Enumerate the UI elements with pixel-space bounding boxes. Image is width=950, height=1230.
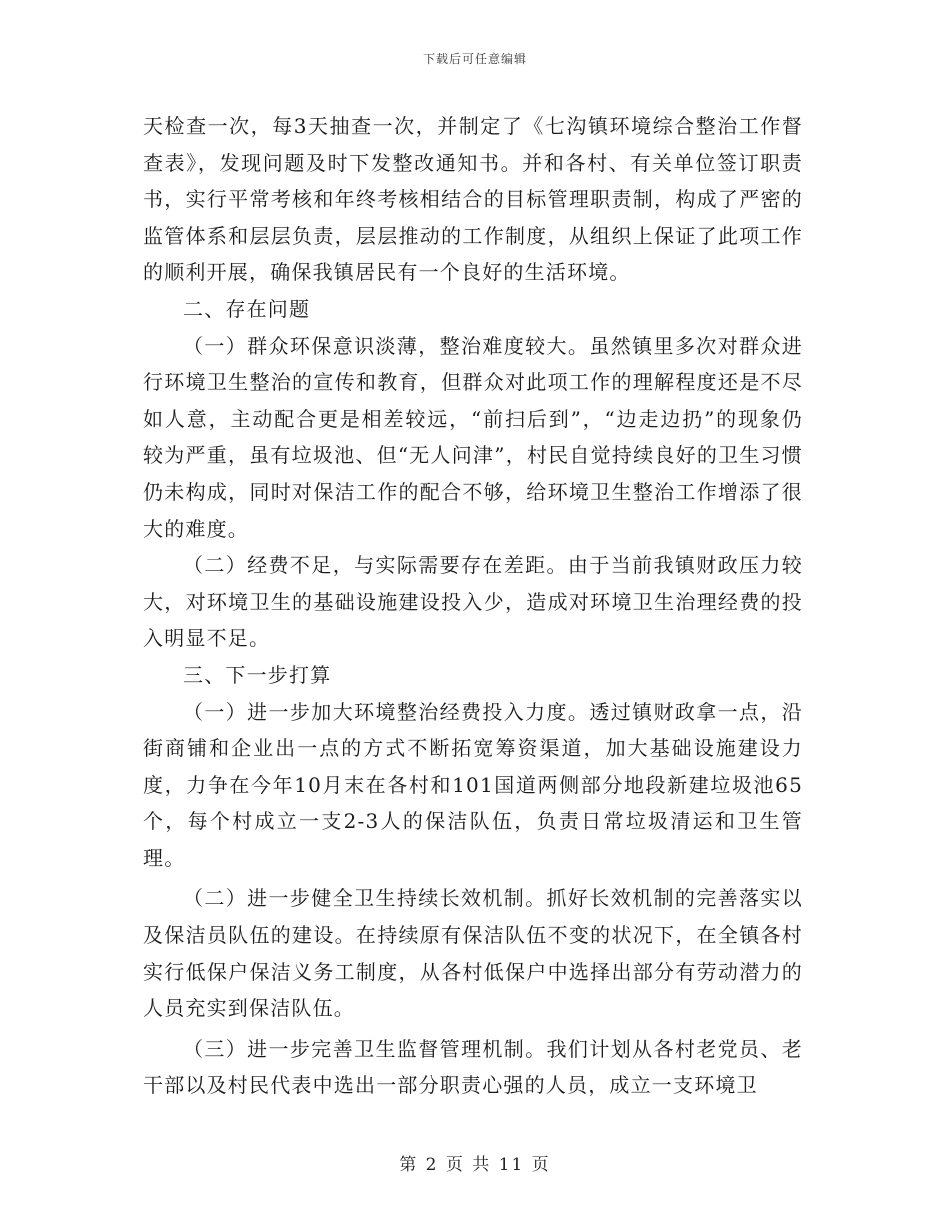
- section-heading-problems: 二、存在问题: [183, 296, 311, 321]
- page-number: 第 2 页 共 11 页: [399, 1155, 551, 1175]
- section-heading-next-steps: 三、下一步打算: [183, 662, 332, 687]
- paragraph-problem-1: （一）群众环保意识淡薄，整治难度较大。虽然镇里多次对群众进行环境卫生整治的宣传和教育，但群众对此项工作的理解程度还是不尽如人意，主动配合更是相差较远，“前扫后到”，“边走边扔”的现象仍较为严重，虽有垃圾池、但“无人问津”，村民自觉持续良好的卫生习惯仍未构成，同时对保洁工作的配合不够，给环境卫生整治工作增添了很大的难度。: [143, 333, 803, 541]
- paragraph-plan-3: （三）进一步完善卫生监督管理机制。我们计划从各村老党员、老干部以及村民代表中选出一部分职责心强的人员，成立一支环境卫: [143, 1036, 803, 1098]
- paragraph-continuation: 天检查一次，每3天抽查一次，并制定了《七沟镇环境综合整治工作督查表》，发现问题及时下发整改通知书。并和各村、有关单位签订职责书，实行平常考核和年终考核相结合的目标管理职责制，构成了严密的监管体系和层层负责，层层推动的工作制度，从组织上保证了此项工作的顺利开展，确保我镇居民有一个良好的生活环境。: [143, 114, 803, 285]
- page-header-note: 下载后可任意编辑: [422, 52, 527, 66]
- paragraph-plan-2: （二）进一步健全卫生持续长效机制。抓好长效机制的完善落实以及保洁员队伍的建设。在持续原有保洁队伍不变的状况下，在全镇各村实行低保户保洁义务工制度，从各村低保户中选择出部分有劳动潜力的人员充实到保洁队伍。: [143, 886, 803, 1021]
- document-body: [143, 108, 803, 1104]
- paragraph-problem-2: （二）经费不足，与实际需要存在差距。由于当前我镇财政压力较大，对环境卫生的基础设施建设投入少，造成对环境卫生治理经费的投入明显不足。: [143, 553, 803, 651]
- paragraph-plan-1: （一）进一步加大环境整治经费投入力度。透过镇财政拿一点，沿街商铺和企业出一点的方式不断拓宽筹资渠道，加大基础设施建设力度，力争在今年10月末在各村和101国道两侧部分地段新建垃圾池65个，每个村成立一支2-3人的保洁队伍，负责日常垃圾清运和卫生管理。: [143, 699, 803, 870]
